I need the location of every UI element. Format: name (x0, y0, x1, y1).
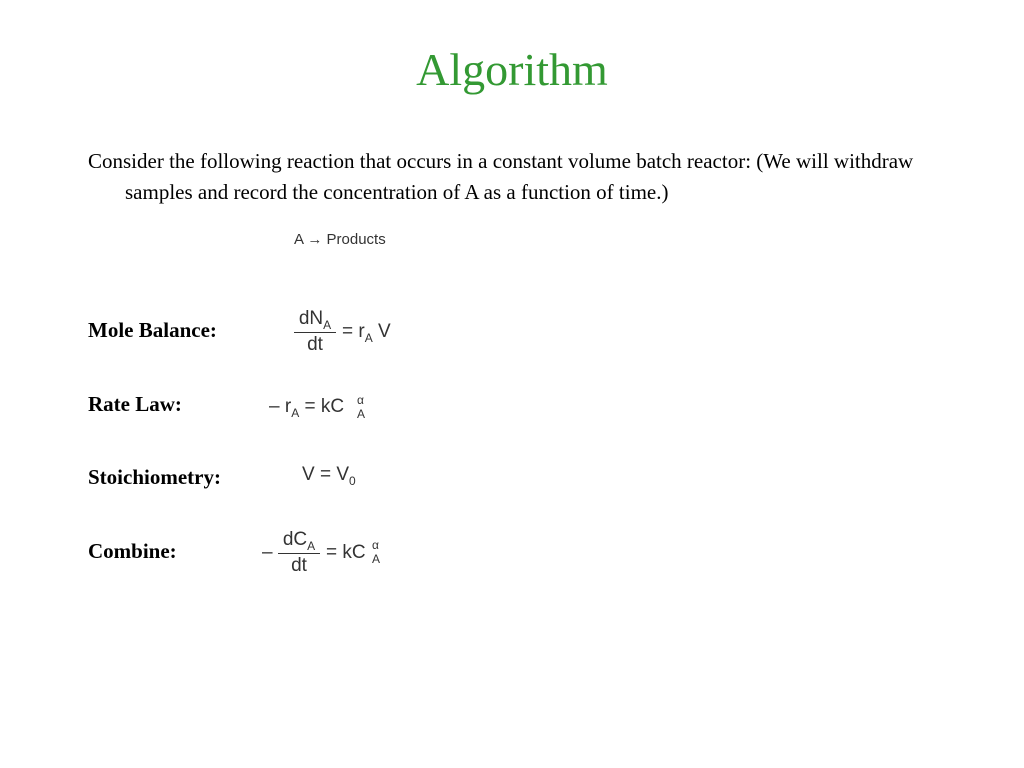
rate-law-species: A (357, 407, 366, 421)
fraction-bar (294, 332, 336, 333)
combine-label: Combine: (88, 539, 177, 563)
rate-law-equation: – $r_A$ = kC α A (269, 393, 366, 421)
mole-balance-equation (294, 308, 414, 364)
combine-equation (262, 529, 392, 585)
reaction-arrow: → (307, 231, 323, 248)
reaction-equation (294, 231, 386, 248)
combine-minus: – (262, 542, 273, 563)
intro-paragraph: Consider the following reaction that occurs in a constant volume batch reactor: (We will withdraw samples and record the concentration of A as a function of time.) (88, 149, 914, 204)
rate-law-label: Rate Law: (88, 392, 182, 416)
combine-denominator: dt (291, 555, 307, 576)
reactant: A (294, 231, 304, 248)
stoichiometry-equation: $V = V_0$ (302, 464, 356, 488)
combine-numerator: $dC_A$ (282, 529, 316, 553)
mole-balance-label: Mole Balance: (88, 318, 217, 342)
mole-balance-fraction (294, 308, 336, 356)
combine-fraction (278, 529, 320, 577)
mole-balance-rhs: = $r_A$ V (342, 321, 391, 345)
combine-species: A (372, 552, 381, 566)
stoichiometry-label: Stoichiometry: (88, 465, 221, 489)
slide-title: Algorithm (416, 44, 608, 95)
fraction-bar (278, 553, 320, 554)
mole-balance-numerator: $dN_A$ (298, 308, 332, 332)
combine-order: α (372, 538, 379, 552)
mole-balance-denominator: dt (307, 334, 323, 355)
rate-law-order: α (357, 393, 364, 407)
product: Products (326, 231, 386, 248)
combine-rhs: = kC (326, 542, 366, 563)
